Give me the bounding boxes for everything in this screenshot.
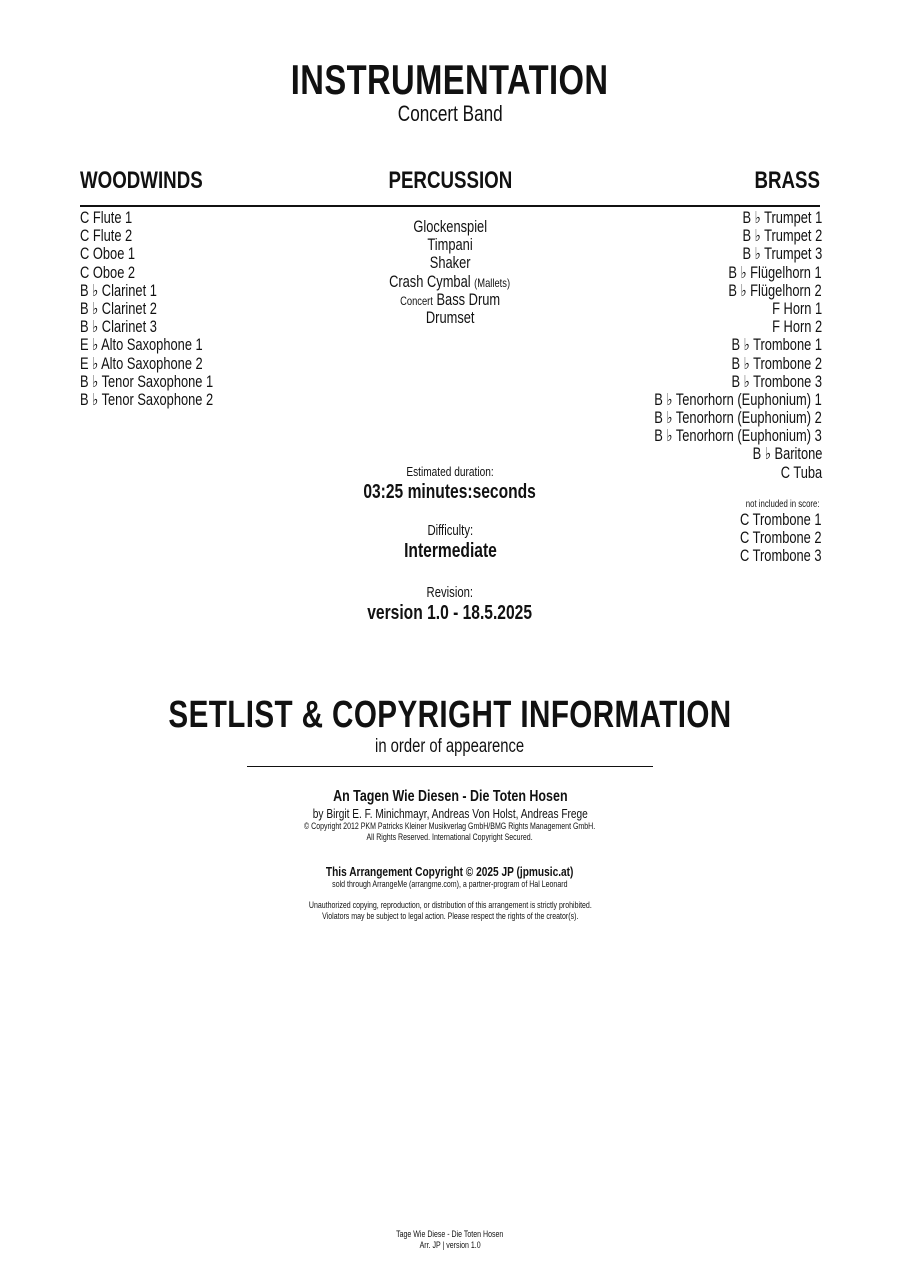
duration-value: 03:25 minutes:seconds (363, 481, 537, 503)
sold-through: sold through ArrangeMe (arrangme.com), a partner-program of Hal Leonard (332, 879, 568, 889)
copyright-line-1: © Copyright 2012 PKM Patricks Kleiner Musikverlag GmbH/BMG Rights Management GmbH. (304, 821, 596, 831)
setlist-title: SETLIST & COPYRIGHT INFORMATION (168, 694, 732, 736)
list-item: C Flute 2 (80, 227, 133, 246)
concert-prefix: Concert (399, 293, 433, 308)
song-title: An Tagen Wie Diesen - Die Toten Hosen (332, 788, 568, 805)
list-item: Concert Bass Drum (399, 290, 501, 309)
list-item: F Horn 1 (771, 299, 822, 318)
arrangement-copyright: This Arrangement Copyright © 2025 JP (jpmusic.at) (326, 864, 574, 879)
list-item: C Oboe 1 (80, 245, 136, 264)
percussion-list (300, 218, 600, 327)
list-item: B ♭ Tenorhorn (Euphonium) 2 (654, 409, 822, 428)
list-item: Timpani (427, 236, 473, 255)
brass-heading: BRASS (754, 167, 820, 194)
list-item: B ♭ Trumpet 1 (742, 209, 822, 227)
list-item: B ♭ Tenorhorn (Euphonium) 1 (654, 390, 822, 409)
list-item: Shaker (429, 254, 471, 273)
percussion-heading: PERCUSSION (388, 167, 512, 194)
mallets-note: (Mallets) (474, 275, 511, 290)
list-item: C Trombone 1 (740, 511, 822, 529)
list-item: B ♭ Flügelhorn 2 (728, 281, 822, 300)
warning-entry (200, 900, 700, 922)
song-entry (200, 788, 700, 843)
revision-block (250, 585, 650, 625)
list-item: B ♭ Baritone (752, 445, 822, 464)
list-item: C Oboe 2 (80, 263, 136, 282)
difficulty-label: Difficulty: (427, 523, 473, 539)
copyright-line-2: All Rights Reserved. International Copyright Secured. (366, 832, 534, 842)
duration-block (250, 464, 650, 504)
setlist-subtitle: in order of appearence (375, 736, 525, 757)
list-item: B ♭ Flügelhorn 1 (728, 263, 822, 282)
list-item: B ♭ Trombone 1 (731, 336, 822, 355)
list-item: B ♭ Tenor Saxophone 1 (80, 372, 214, 391)
list-item: Drumset (425, 308, 475, 327)
instrumentation-subtitle: Concert Band (397, 101, 503, 126)
list-item: B ♭ Trumpet 3 (742, 245, 822, 264)
not-included-label: not included in score: (746, 499, 820, 510)
woodwinds-heading: WOODWINDS (80, 167, 203, 194)
list-item: C Tuba (780, 463, 822, 482)
not-included-list (717, 511, 822, 566)
list-item: B ♭ Clarinet 2 (80, 299, 157, 318)
list-item: B ♭ Trombone 2 (731, 354, 822, 373)
list-item: Crash Cymbal (Mallets) (389, 272, 511, 291)
arrangement-entry (200, 864, 700, 890)
instrumentation-title: INSTRUMENTATION (291, 56, 609, 103)
difficulty-value: Intermediate (403, 540, 497, 562)
brass-list (607, 209, 822, 482)
section-divider (80, 205, 820, 207)
warning-line-2: Violators may be subject to legal action. Please respect the rights of the creator(s). (321, 911, 579, 921)
difficulty-block (250, 523, 650, 563)
list-item: B ♭ Clarinet 3 (80, 318, 157, 337)
woodwinds-list (80, 209, 251, 409)
warning-line-1: Unauthorized copying, reproduction, or distribution of this arrangement is strictly prohibited. (308, 900, 592, 910)
list-item: E ♭ Alto Saxophone 1 (80, 336, 203, 355)
list-item: F Horn 2 (771, 318, 822, 337)
instrumentation-header (0, 58, 900, 126)
setlist-divider (247, 766, 653, 767)
footer-version: Arr. JP | version 1.0 (419, 1240, 481, 1250)
setlist-header (0, 694, 900, 758)
page-footer (300, 1229, 600, 1251)
song-authors: by Birgit E. F. Minichmayr, Andreas Von Holst, Andreas Frege (312, 806, 588, 821)
revision-label: Revision: (426, 585, 474, 601)
list-item: Glockenspiel (413, 218, 487, 236)
list-item: B ♭ Trumpet 2 (742, 227, 822, 246)
list-item: C Flute 1 (80, 209, 133, 227)
footer-title: Tage Wie Diese - Die Toten Hosen (396, 1229, 504, 1239)
list-item: E ♭ Alto Saxophone 2 (80, 354, 203, 373)
duration-label: Estimated duration: (406, 464, 494, 479)
list-item: B ♭ Clarinet 1 (80, 281, 157, 300)
list-item: B ♭ Trombone 3 (731, 372, 822, 391)
list-item: B ♭ Tenorhorn (Euphonium) 3 (654, 427, 822, 446)
list-item: C Trombone 2 (740, 529, 822, 548)
revision-value: version 1.0 - 18.5.2025 (367, 602, 533, 624)
list-item: B ♭ Tenor Saxophone 2 (80, 390, 214, 409)
list-item: C Trombone 3 (740, 547, 822, 566)
